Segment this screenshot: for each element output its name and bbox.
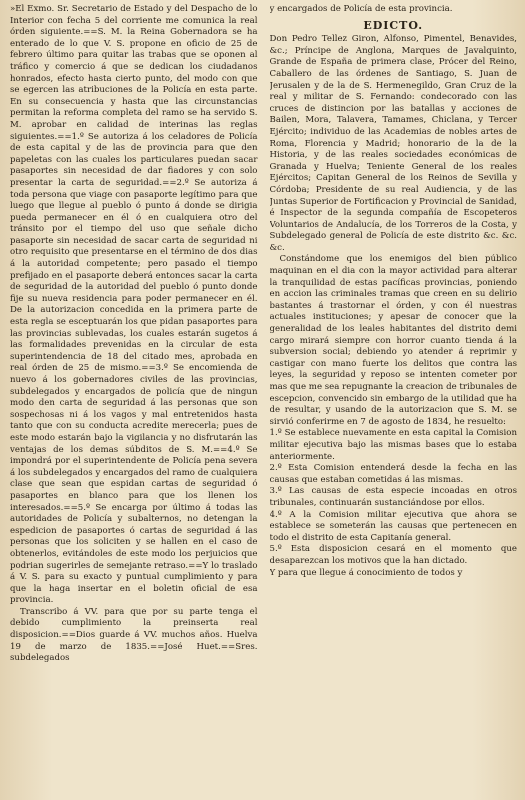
edict-rule-4: 4.º A la Comision militar ejecutiva que ahora se establece se someterán las causas que pertenecen en todo el distrito de esta Capitanía general.: [269, 509, 517, 543]
edict-rule-1: 1.º Se establece nuevamente en esta capital la Comision militar ejecutiva bajo las mismas bases que lo estaba anteriormente.: [269, 428, 517, 462]
right-column: [270, 4, 518, 665]
edict-body-paragraph: Constándome que los enemigos del bien público maquinan en el dia con la mayor actividad para alterar la tranquilidad de estas pacíficas provincias, poniendo en accion las criminales tramas que creen en su delirio bastantes á trastornar el órden, y con él nuestras actuales instituciones; y apesar de conocer que la generalidad de los leales habitantes del distrito demi cargo mirará siempre con horror cuanto tienda á la subversion social; debiendo yo atender á reprimir y castigar con mano fuerte los delitos que contra las leyes, la seguridad y reposo se intenten cometer por mas que me sea repugnante la creacion de tribunales de escepcion, convencido sin embargo de la utilidad que ha de resultar, y usando de la autorizacion que S. M. se sirvió conferirme en 7 de agosto de 1834, he resuelto:: [269, 254, 517, 427]
royal-order-paragraph: »El Exmo. Sr. Secretario de Estado y del Despacho de lo Interior con fecha 5 del corriente me comunica la real órden siguiente.==S. M. la Reina Gobernadora se ha enterado de lo que V. S. propone en oficio de 25 de febrero último para quitar las trabas que se oponen al tráfico y comercio á que se dedican los ciudadanos honrados, efecto hasta cierto punto, del modo con que se egercen las atribuciones de la Policía en esta parte. En su consecuencia y hasta que las circunstancias permitan la reforma completa del ramo se ha servido S. M. aprobar en calidad de interinas las reglas siguientes.==1.º Se autoriza á los celadores de Policía de esta capital y de las de provincia para que den papeletas con las cuales los particulares puedan sacar pasaportes sin necesidad de dar fiadores y con solo presentar la carta de seguridad.==2.º Se autoriza á toda persona que viage con pasaporte legítimo para que luego que llegue al pueblo ó punto á donde se dirigia pueda permanecer en él ó en cualquiera otro del tránsito por el tiempo del uso que señale dicho pasaporte sin necesidad de sacar carta de seguridad ni otro requisito que presentarse en el término de dos dias á la autoridad competente; pero pasado el tiempo prefijado en el pasaporte deberá entonces sacar la carta de seguridad de la autoridad del pueblo ó punto donde fije su nueva residencia para poder permanecer en él. De la autorizacion concedida en la primera parte de esta regla se esceptuarán los que pidan pasaportes para las provincias sublevadas, los cuales estarán sugetos á las formalidades prevenidas en la circular de esta superintendencia de 18 del citado mes, aprobada en real órden de 25 de mismo.==3.º Se encomienda de nuevo á los gobernadores civiles de las provincias, subdelegados y encargados de policía que de ningun modo den carta de seguridad á las personas que son sospechosas ni á los vagos y mal entretenidos hasta tanto que con su conducta acredite merecerla; pues de este modo estarán bajo la vigilancia y no disfrutarán las ventajas de los demas súbditos de S. M.==4.º Se impondrá por el superintendente de Policía pena severa á los subdelegados y encargados del ramo de cualquiera clase que sean que espidan cartas de seguridad ó pasaportes en blanco para que los llenen los interesados.==5.º Se encarga por último á todas las autoridades de Policía y subalternos, no detengan la espedicion de pasaportes ó cartas de seguridad á las personas que los soliciten y se hallen en el caso de obtenerlos, evitándoles de este modo los perjuicios que podrian sugerirles de semejante retraso.==Y lo traslado á V. S. para su exacto y puntual cumplimiento y para que la haga insertar en el boletin oficial de esa provincia.: [10, 4, 258, 606]
edict-titles-paragraph: Don Pedro Tellez Giron, Alfonso, Pimentel, Benavides, &c.; Príncipe de Anglona, Marques de Javalquinto, Grande de España de primera clase, Prócer del Reino, Caballero de las órdenes de Santiago, S. Juan de Jerusalen y de la de S. Hermenegildo, Gran Cruz de la real y militar de S. Fernando: condecorado con las cruces de distincion por las batallas y acciones de Bailen, Mora, Talavera, Tamames, Chiclana, y Tercer Ejército; individuo de las Academias de nobles artes de Roma, Florencia y Madrid; honorario de la de la Historia, y de las reales sociedades económicas de Granada y Huelva; Teniente General de los reales Ejércitos; Capitan General de los Reinos de Sevilla y Córdoba; Presidente de su real Audiencia, y de las Juntas Superior de Fortificacion y Provincial de Sanidad, é Inspector de la segunda compañía de Escopeteros Voluntarios de Andalucía, de los Torreros de la Costa, y Subdelegado general de Policía de este distrito &c. &c. &c.: [269, 34, 517, 253]
edict-rule-3: 3.º Las causas de esta especie incoadas en otros tribunales, continuarán sustanciándose por ellos.: [269, 486, 517, 508]
two-column-layout: [10, 4, 517, 665]
edict-rule-2: 2.º Esta Comision entenderá desde la fecha en las causas que estaban cometidas á las mismas.: [269, 463, 517, 485]
edict-heading: EDICTO.: [363, 18, 424, 32]
left-column: [10, 4, 258, 665]
edict-closing-line: Y para que llegue á conocimiento de todos y: [269, 567, 463, 578]
transcription-paragraph: Transcribo á VV. para que por su parte tenga el debido cumplimiento la preinserta real disposicion.==Dios guarde á VV. muchos años. Huelva 19 de marzo de 1835.==José Huet.==Sres. subdelegados: [10, 606, 258, 664]
edict-rule-5: 5.º Esta disposicion cesará en el momento que desaparezcan los motivos que la han dictado.: [269, 544, 517, 566]
column-continuation: y encargados de Policía de esta provincia.: [269, 4, 453, 14]
